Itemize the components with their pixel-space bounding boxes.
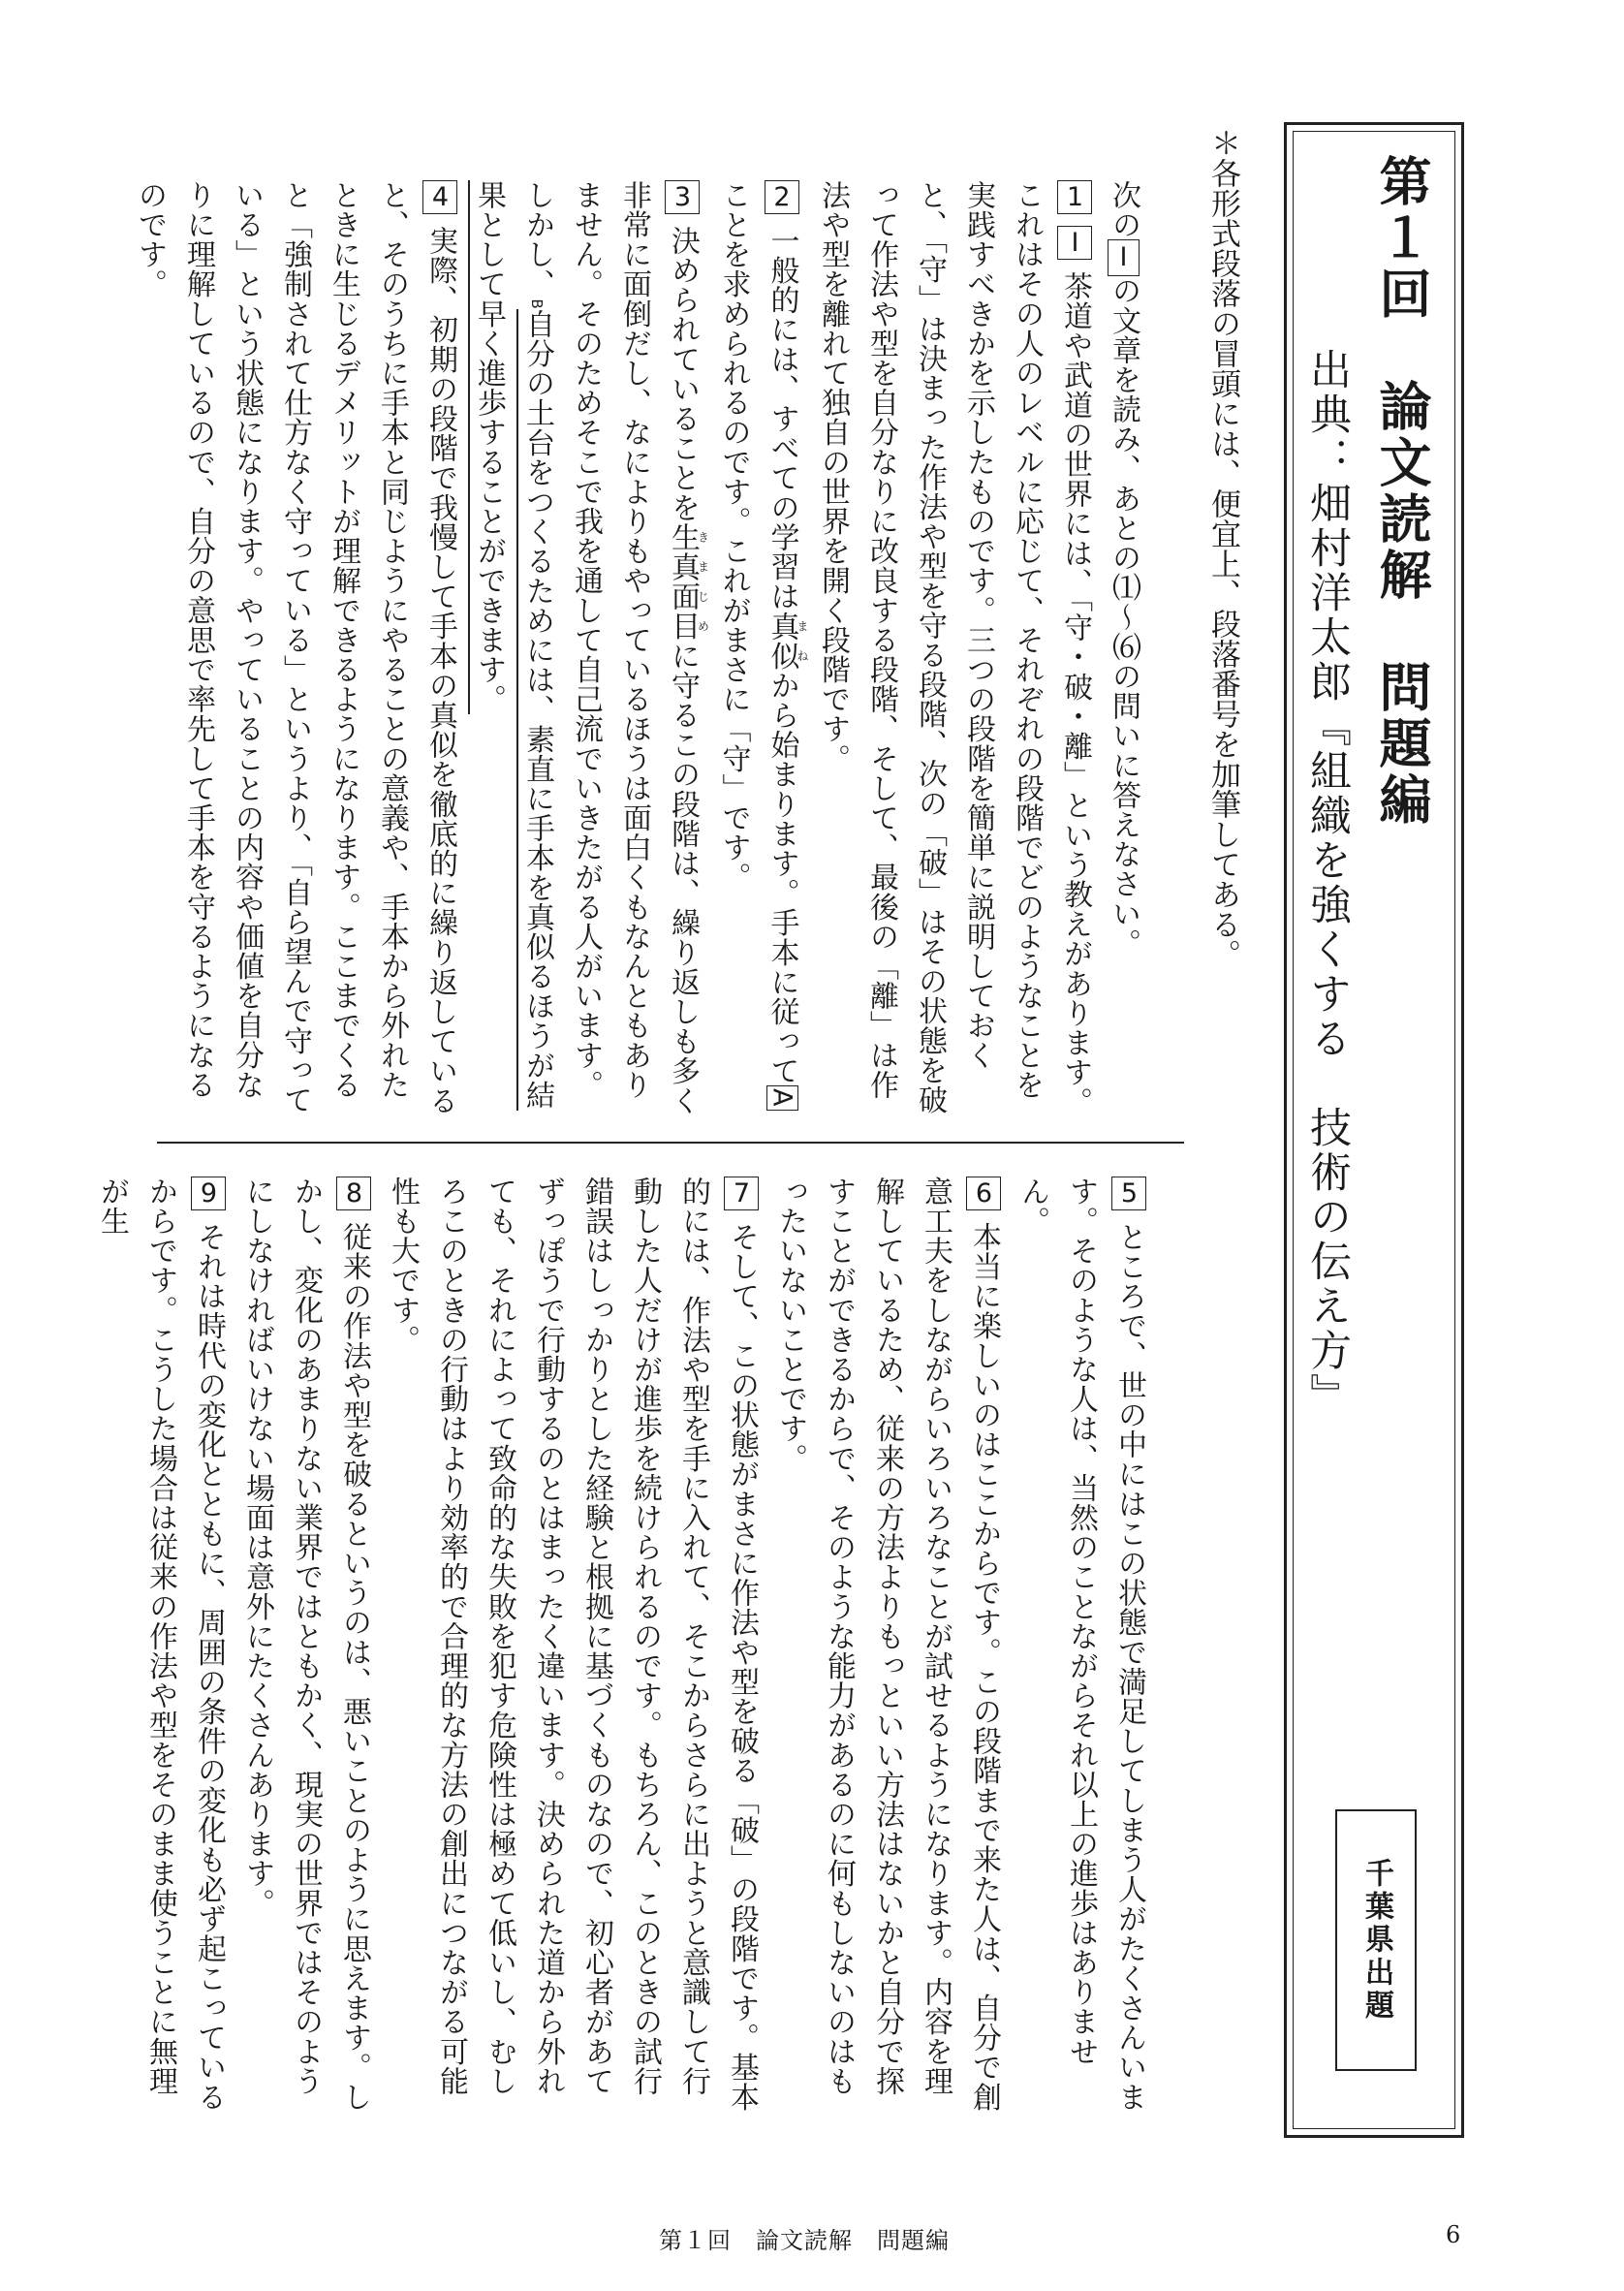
blank-a: A (766, 1085, 798, 1110)
paragraph-number: 1 (1057, 180, 1092, 214)
paragraph-number: 5 (1111, 1177, 1146, 1210)
page-number: 6 (1446, 2221, 1461, 2248)
underline-b: 自分の土台をつくるためには、素直に手本を真似るほうが結果として早く進歩することができます。 (468, 180, 554, 1111)
paragraph-number: 6 (966, 1177, 1001, 1210)
paragraph-number: 7 (724, 1177, 759, 1210)
paragraph-6: 6本当に楽しいのはここからです。この段階まで来た人は、自分で創意工夫をしながらいろいろなことが試せるようになります。内容を理解しているため、従来の方法よりもっといい方法はないかと自分で探すことができるからで、そのような能力があるのに何もしないのはもったいないことです。 (773, 1177, 1001, 2112)
paragraph-number: 3 (665, 180, 700, 214)
prefecture-badge (1335, 1809, 1417, 2071)
underline-b-label: B (528, 298, 546, 310)
paragraph-4: 4実際、初期の段階で我慢して手本の真似を徹底的に繰り返していると、そのうちに手本と同じようにやることの意義や、手本から外れたときに生じるデメリットが理解できるようになります。ここまでくると「強制されて仕方なく守っている」というより、「自ら望んで守っている」という状態になります。やっていることの内容や価値を自分なりに理解しているので、自分の意思で率先して手本を守るようになるのです。 (133, 180, 457, 1115)
footer-title: 第１回 論文読解 問題編 (659, 2227, 950, 2254)
editorial-note: ＊各形式段落の冒頭には、便宜上、段落番号を加筆してある。 (1205, 128, 1240, 969)
prefecture-label: 千葉県出題 (1359, 1858, 1393, 2023)
paragraph-number: 9 (191, 1177, 226, 1210)
page-title: 第１回 論文読解 問題編 (1371, 154, 1432, 829)
title-box (1284, 122, 1464, 2138)
paragraph-number: 4 (422, 180, 457, 214)
paragraph-number: 2 (765, 180, 799, 214)
paragraph-7: 7そして、この状態がまさに作法や型を破る「破」の段階です。基本的には、作法や型を手に入れて、そこからさらに出ようと意識して行動した人だけが進歩を続けられるのです。もちろん、このときの試行錯誤はしっかりとした経験と根拠に基づくものなので、初心者があてずっぽうで行動するのとはまったく違います。決められた道から外れても、それによって致命的な失敗を犯す危険性は極めて低いし、むしろこのときの行動はより効率的で合理的な方法の創出につながる可能性も大です。 (386, 1177, 759, 2112)
section-marker: Ⅰ (1108, 239, 1140, 276)
paragraph-5: 5ところで、世の中にはこの状態で満足してしまう人がたくさんいます。そのような人は、当然のことながらそれ以上の進歩はありません。 (1015, 1177, 1146, 2112)
paragraph-9: 9それは時代の変化とともに、周囲の条件の変化も必ず起こっているからです。こうした場合は従来の作法や型をそのまま使うことに無理が生 (95, 1177, 226, 2112)
upper-text-block (125, 180, 1147, 1120)
paragraph-1: 1Ⅰ茶道や武道の世界には、「守・破・離」という教えがあります。これはその人のレベルに応じて、それぞれの段階でどのようなことを実践すべきかを示したものです。三つの段階を簡単に説明しておくと、「守」は決まった作法や型を守る段階、次の「破」はその状態を破って作法や型を自分なりに改良する段階、そして、最後の「離」は作法や型を離れて独自の世界を開く段階です。 (816, 180, 1092, 1117)
paragraph-2: 2一般的には、すべての学習は真似まねから始まります。手本に従ってAことを求められるのです。これがまさに「守」です。 (709, 180, 809, 1120)
instruction: 次のⅠの文章を読み、あとの⑴～⑹の問いに答えなさい。 (1107, 180, 1140, 958)
paragraph-8: 8従来の作法や型を破るというのは、悪いことのように思えます。しかし、変化のあまりない業界ではともかく、現実の世界ではそのようにしなければいけない場面は意外にたくさんあります。 (240, 1177, 371, 2112)
paragraph-3: 3決められていることを生真面目きまじめに守るこの段階は、繰り返しも多く非常に面倒だし、なによりもやっているほうは面白くもなんともありません。そのためそこで我を通して自己流でいきたがる人がいます。しかし、B自分の土台をつくるためには、素直に手本を真似るほうが結果として早く進歩することができます。 (464, 180, 709, 1120)
source-citation: 出典：畑村洋太郎『組織を強くする 技術の伝え方』 (1303, 348, 1352, 1418)
paragraph-number: 8 (336, 1177, 371, 1210)
section-number: Ⅰ (1057, 226, 1092, 260)
lower-text-block (87, 1177, 1153, 2117)
column-divider (157, 1142, 1184, 1144)
